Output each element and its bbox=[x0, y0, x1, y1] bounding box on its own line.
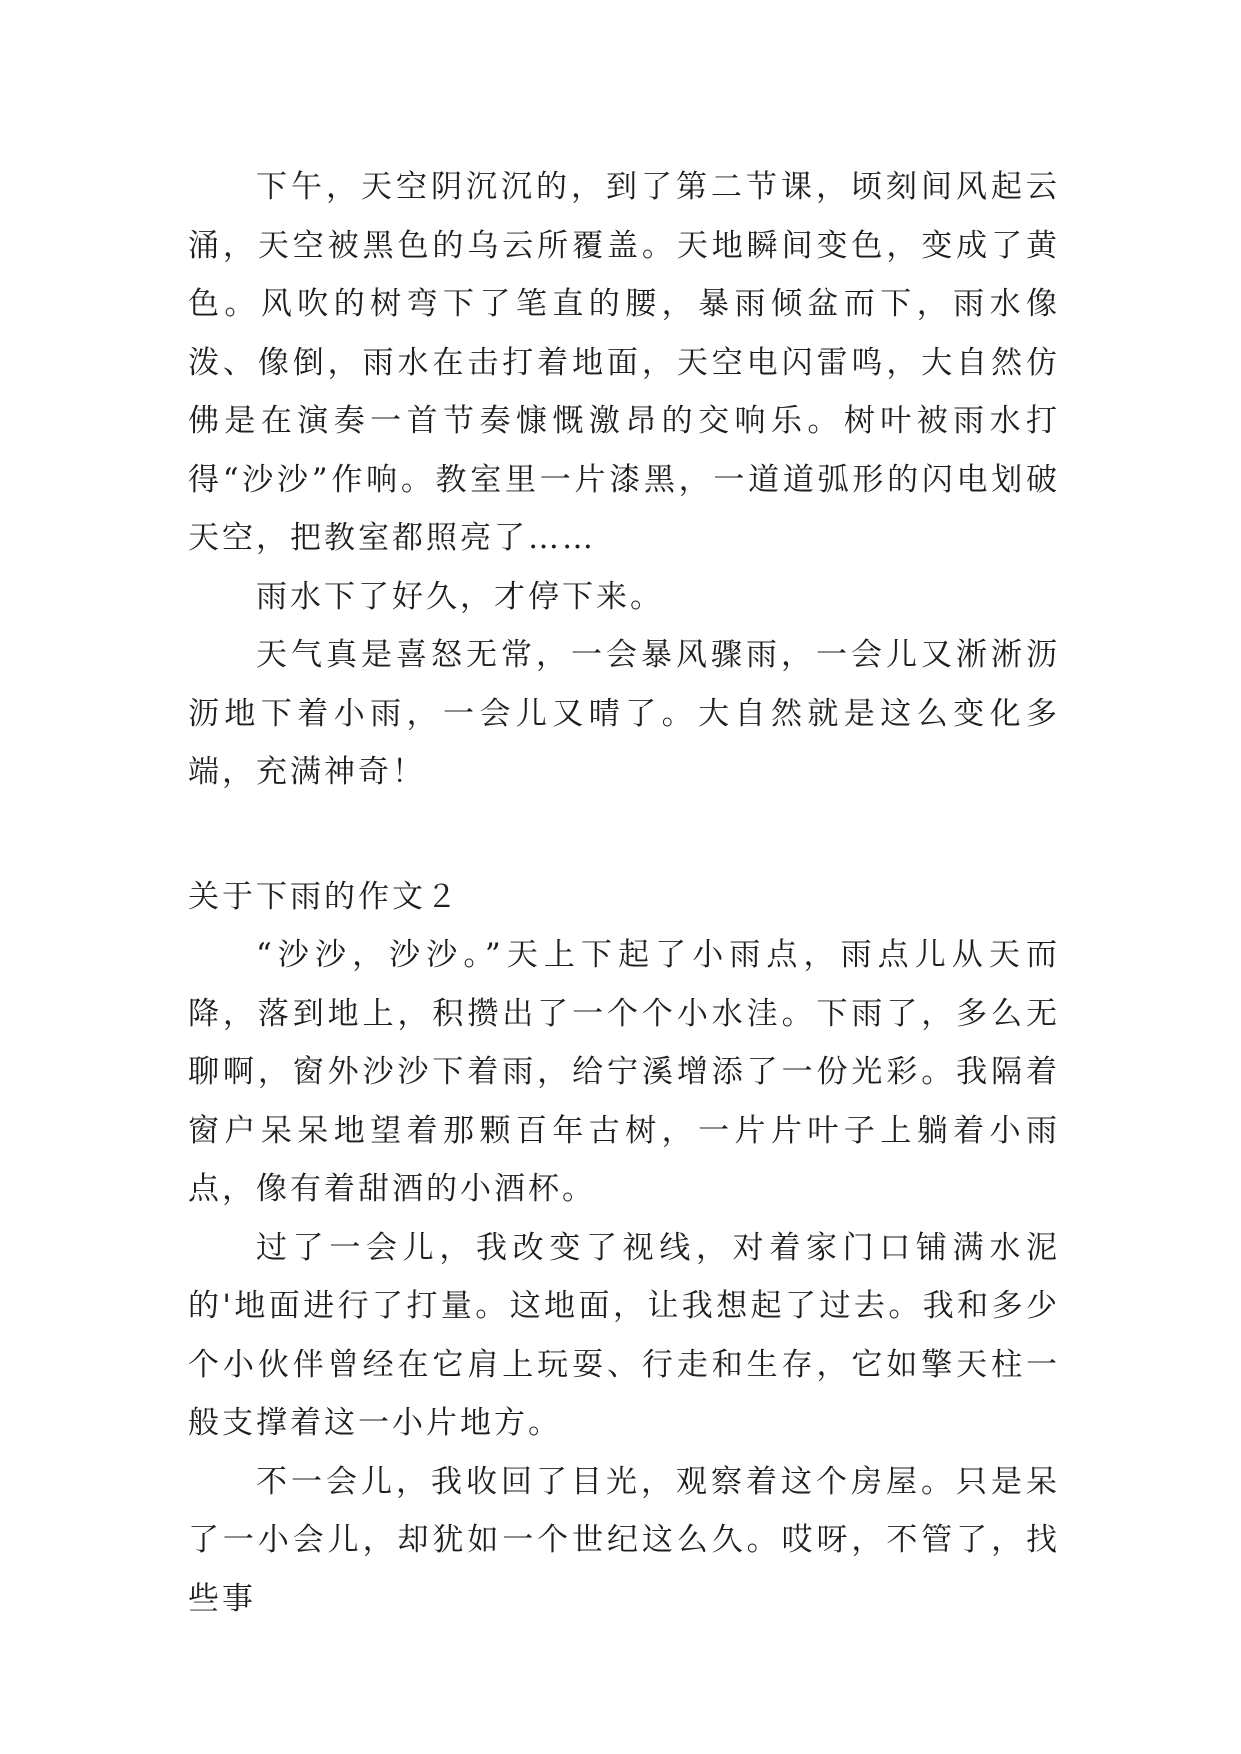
paragraph-3: 天气真是喜怒无常，一会暴风骤雨，一会儿又淅淅沥沥地下着小雨，一会儿又晴了。大自然就是这么变化多端，充满神奇！ bbox=[188, 637, 1060, 790]
paragraph-5: 过了一会儿，我改变了视线，对着家门口铺满水泥的'地面进行了打量。这地面，让我想起了过去。我和多少个小伙伴曾经在它肩上玩耍、行走和生存，它如擎天柱一般支撑着这一小片地方。 bbox=[188, 1229, 1060, 1441]
paragraph-1: 下午，天空阴沉沉的，到了第二节课，顷刻间风起云涌，天空被黑色的乌云所覆盖。天地瞬间变色，变成了黄色。风吹的树弯下了笔直的腰，暴雨倾盆而下，雨水像泼、像倒，雨水在击打着地面，天空电闪雷鸣，大自然仿佛是在演奏一首节奏慷慨激昂的交响乐。树叶被雨水打得“沙沙”作响。教室里一片漆黑，一道道弧形的闪电划破天空，把教室都照亮了…… bbox=[188, 169, 1060, 556]
paragraph-6: 不一会儿，我收回了目光，观察着这个房屋。只是呆了一小会儿，却犹如一个世纪这么久。哎呀，不管了，找些事 bbox=[188, 1463, 1060, 1617]
paragraph-2: 雨水下了好久，才停下来。 bbox=[256, 578, 664, 615]
essay-heading: 关于下雨的作文２ bbox=[188, 878, 460, 915]
document-body bbox=[188, 158, 1060, 1628]
paragraph-4: “沙沙，沙沙。”天上下起了小雨点，雨点儿从天而降，落到地上，积攒出了一个个小水洼。下雨了，多么无聊啊，窗外沙沙下着雨，给宁溪增添了一份光彩。我隔着窗户呆呆地望着那颗百年古树，一片片叶子上躺着小雨点，像有着甜酒的小酒杯。 bbox=[188, 937, 1060, 1207]
